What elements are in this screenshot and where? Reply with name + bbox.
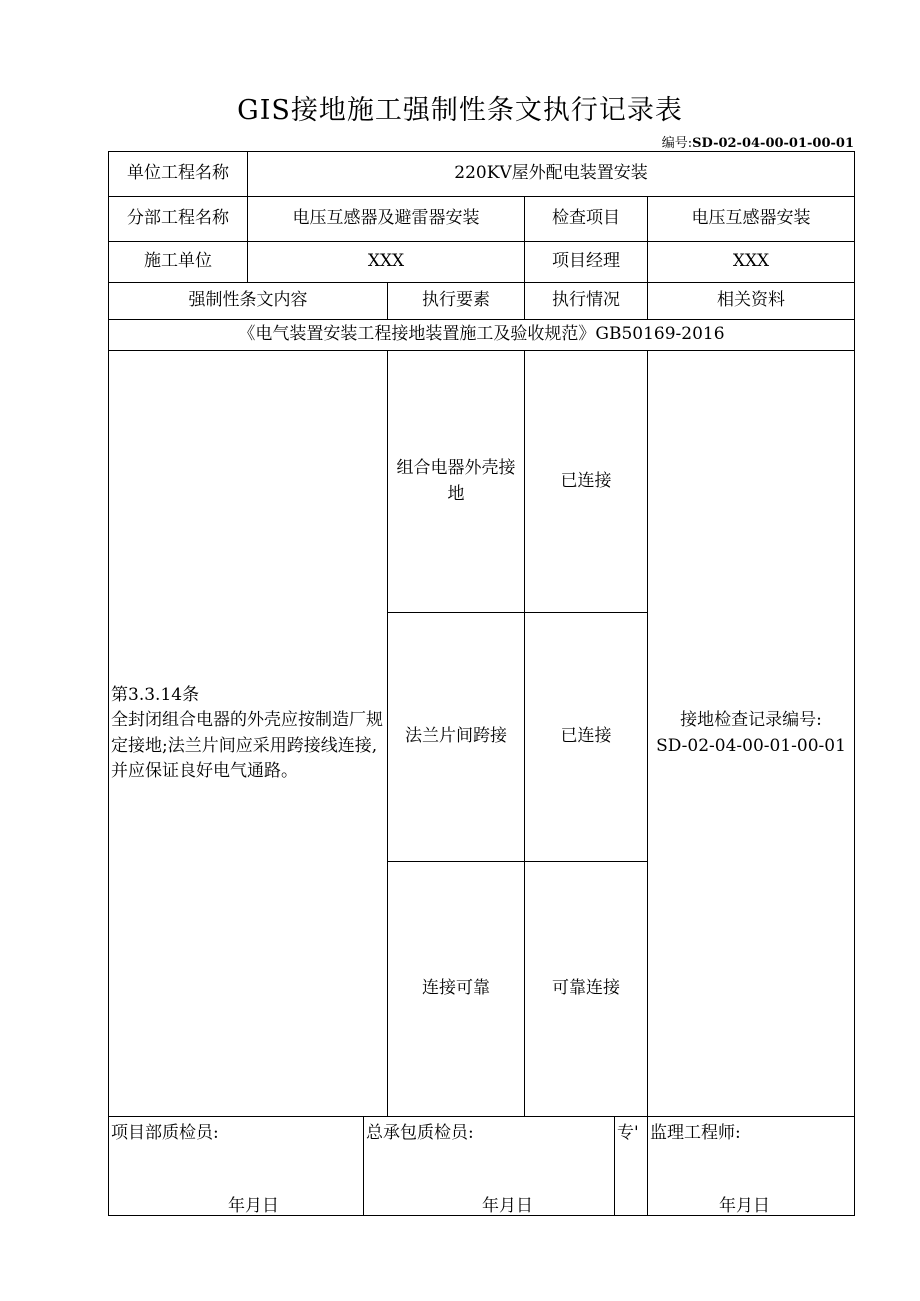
related-docs-number: SD-02-04-00-01-00-01 [656, 735, 846, 756]
supervisor-label: 监理工程师: [650, 1123, 741, 1143]
clause-content [108, 350, 388, 1117]
project-qc-date: 年月日 [228, 1196, 279, 1216]
sub-project-label: 分部工程名称 [108, 196, 248, 242]
status-cell-2: 已连接 [524, 612, 648, 862]
document-number-label: 编号: [661, 136, 693, 151]
header-docs: 相关资料 [647, 282, 855, 320]
construction-unit-label: 施工单位 [108, 241, 248, 283]
document-number [662, 132, 854, 151]
project-manager-value: XXX [647, 241, 855, 283]
related-docs-cell [647, 350, 855, 1117]
standard-reference: 《电气装置安装工程接地装置施工及验收规范》GB50169-2016 [108, 319, 855, 351]
unit-project-label: 单位工程名称 [108, 151, 248, 197]
element-cell-1: 组合电器外壳接地 [387, 350, 525, 613]
element-cell-3: 连接可靠 [387, 861, 525, 1117]
page-title: GIS接地施工强制性条文执行记录表 [237, 95, 683, 126]
header-status: 执行情况 [524, 282, 648, 320]
status-cell-3: 可靠连接 [524, 861, 648, 1117]
clause-text: 全封闭组合电器的外壳应按制造厂规定接地;法兰片间应采用跨接线连接,并应保证良好电气通路。 [111, 710, 383, 781]
supervisor-date: 年月日 [719, 1196, 770, 1216]
related-docs-label: 接地检查记录编号: [680, 710, 822, 730]
specialist-cell [614, 1116, 648, 1216]
project-manager-label: 项目经理 [524, 241, 648, 283]
sub-project-value: 电压互感器及避雷器安装 [247, 196, 525, 242]
unit-project-value: 220KV屋外配电装置安装 [247, 151, 855, 197]
construction-unit-value: XXX [247, 241, 525, 283]
status-cell-1: 已连接 [524, 350, 648, 613]
project-qc-label: 项目部质检员: [111, 1123, 219, 1143]
document-number-value: SD-02-04-00-01-00-01 [692, 136, 854, 151]
contractor-qc-date: 年月日 [482, 1196, 533, 1216]
clause-number: 第3.3.14条 [111, 684, 200, 705]
specialist-label: 专' [617, 1123, 639, 1143]
header-content: 强制性条文内容 [108, 282, 388, 320]
element-cell-2: 法兰片间跨接 [387, 612, 525, 862]
header-elements: 执行要素 [387, 282, 525, 320]
contractor-qc-label: 总承包质检员: [366, 1123, 474, 1143]
inspect-item-label: 检查项目 [524, 196, 648, 242]
inspect-item-value: 电压互感器安装 [647, 196, 855, 242]
